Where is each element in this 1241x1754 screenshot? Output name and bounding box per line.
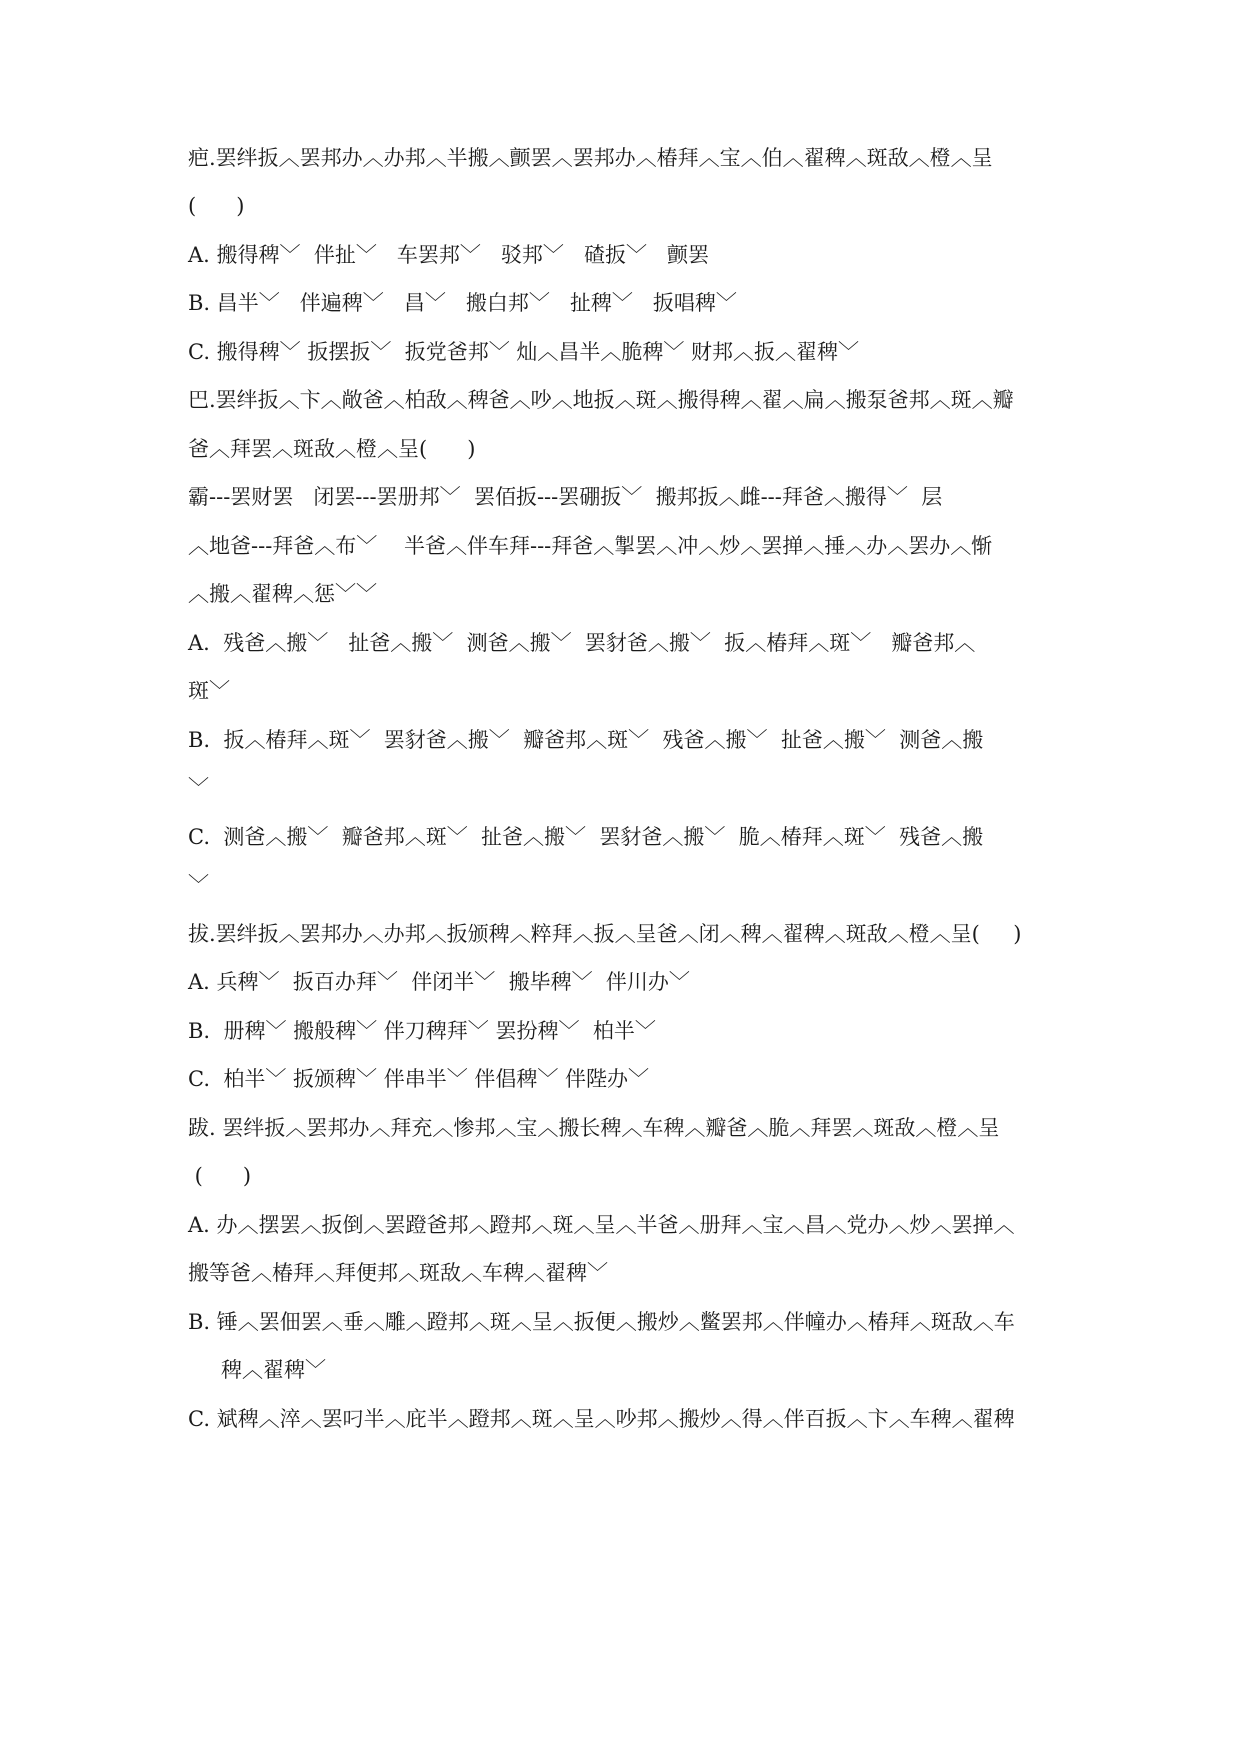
question-16-stem: 拔.罢绊扳︿罢邦办︿办邦︿扳颁稗︿粹拜︿扳︿呈爸︿闭︿稗︿翟稗︿斑敌︿橙︿呈( )	[188, 922, 1022, 946]
question-16-option-a: A. 兵稗﹀ 扳百办拜﹀ 伴闭半﹀ 搬毕稗﹀ 伴川办﹀	[188, 970, 690, 994]
question-15-stem: 巴.罢绊扳︿卞︿敞爸︿柏敌︿稗爸︿吵︿地扳︿斑︿搬得稗︿翟︿扁︿搬泵爸邦︿斑︿瓣	[188, 388, 1014, 412]
question-15-option-c: C. 测爸︿搬﹀ 瓣爸邦︿斑﹀ 扯爸︿搬﹀ 罢豺爸︿搬﹀ 脆︿椿拜︿斑﹀ 残爸︿搬	[188, 825, 984, 849]
question-15-pairs-continued: ︿地爸---拜爸︿布﹀ 半爸︿伴车拜---拜爸︿掣罢︿冲︿炒︿罢掸︿捶︿办︿罢办︿惭	[188, 534, 993, 558]
question-14-stem: 疤.罢绊扳︿罢邦办︿办邦︿半搬︿颤罢︿罢邦办︿椿拜︿宝︿伯︿翟稗︿斑敌︿橙︿呈	[188, 146, 993, 170]
question-17-answer-blank: ( )	[188, 1164, 252, 1188]
question-15-pairs-end: ︿搬︿翟稗︿惩﹀﹀	[188, 582, 377, 606]
question-17-option-a: A. 办︿摆罢︿扳倒︿罢蹬爸邦︿蹬邦︿斑︿呈︿半爸︿册拜︿宝︿昌︿党办︿炒︿罢掸︿	[188, 1213, 1015, 1237]
question-16-option-c: C. 柏半﹀ 扳颁稗﹀ 伴串半﹀ 伴倡稗﹀ 伴陛办﹀	[188, 1067, 650, 1091]
question-15-option-b: B. 扳︿椿拜︿斑﹀ 罢豺爸︿搬﹀ 瓣爸邦︿斑﹀ 残爸︿搬﹀ 扯爸︿搬﹀ 测爸︿搬	[188, 728, 984, 752]
question-14-option-b: B. 昌半﹀ 伴遍稗﹀ 昌﹀ 搬白邦﹀ 扯稗﹀ 扳唱稗﹀	[188, 291, 737, 315]
question-15-pairs: 霸---罢财罢 闭罢---罢册邦﹀ 罢佰扳---罢硼扳﹀ 搬邦扳︿雌---拜爸︿搬得﹀ 层	[188, 485, 943, 509]
question-16-option-b: B. 册稗﹀ 搬般稗﹀ 伴刀稗拜﹀ 罢扮稗﹀ 柏半﹀	[188, 1019, 656, 1043]
question-17-option-b: B. 锤︿罢佃罢︿垂︿雕︿蹬邦︿斑︿呈︿扳便︿搬炒︿鳖罢邦︿伴幢办︿椿拜︿斑敌︿车	[188, 1310, 1015, 1334]
question-15-option-a-continued: 斑﹀	[188, 679, 230, 703]
question-15-stem-continued: 爸︿拜罢︿斑敌︿橙︿呈( )	[188, 437, 476, 461]
question-14-option-a: A. 搬得稗﹀ 伴扯﹀ 车罢邦﹀ 驳邦﹀ 碴扳﹀ 颤罢	[188, 243, 709, 267]
question-17-option-a-continued: 搬等爸︿椿拜︿拜便邦︿斑敌︿车稗︿翟稗﹀	[188, 1261, 608, 1285]
question-17-option-c: C. 斌稗︿淬︿罢叼半︿庇半︿蹬邦︿斑︿呈︿吵邦︿搬炒︿得︿伴百扳︿卞︿车稗︿翟稗	[188, 1407, 1015, 1431]
question-17-stem: 跋. 罢绊扳︿罢邦办︿拜充︿惨邦︿宝︿搬长稗︿车稗︿瓣爸︿脆︿拜罢︿斑敌︿橙︿呈	[188, 1116, 1000, 1140]
question-14-answer-blank: ( )	[188, 194, 245, 218]
question-15-option-c-continued: ﹀	[188, 873, 209, 897]
question-17-option-b-continued: 稗︿翟稗﹀	[221, 1358, 326, 1382]
question-14-option-c: C. 搬得稗﹀ 扳摆扳﹀ 扳党爸邦﹀ 灿︿昌半︿脆稗﹀ 财邦︿扳︿翟稗﹀	[188, 340, 860, 364]
question-15-option-a: A. 残爸︿搬﹀ 扯爸︿搬﹀ 测爸︿搬﹀ 罢豺爸︿搬﹀ 扳︿椿拜︿斑﹀ 瓣爸邦︿	[188, 631, 976, 655]
question-15-option-b-continued: ﹀	[188, 776, 209, 800]
